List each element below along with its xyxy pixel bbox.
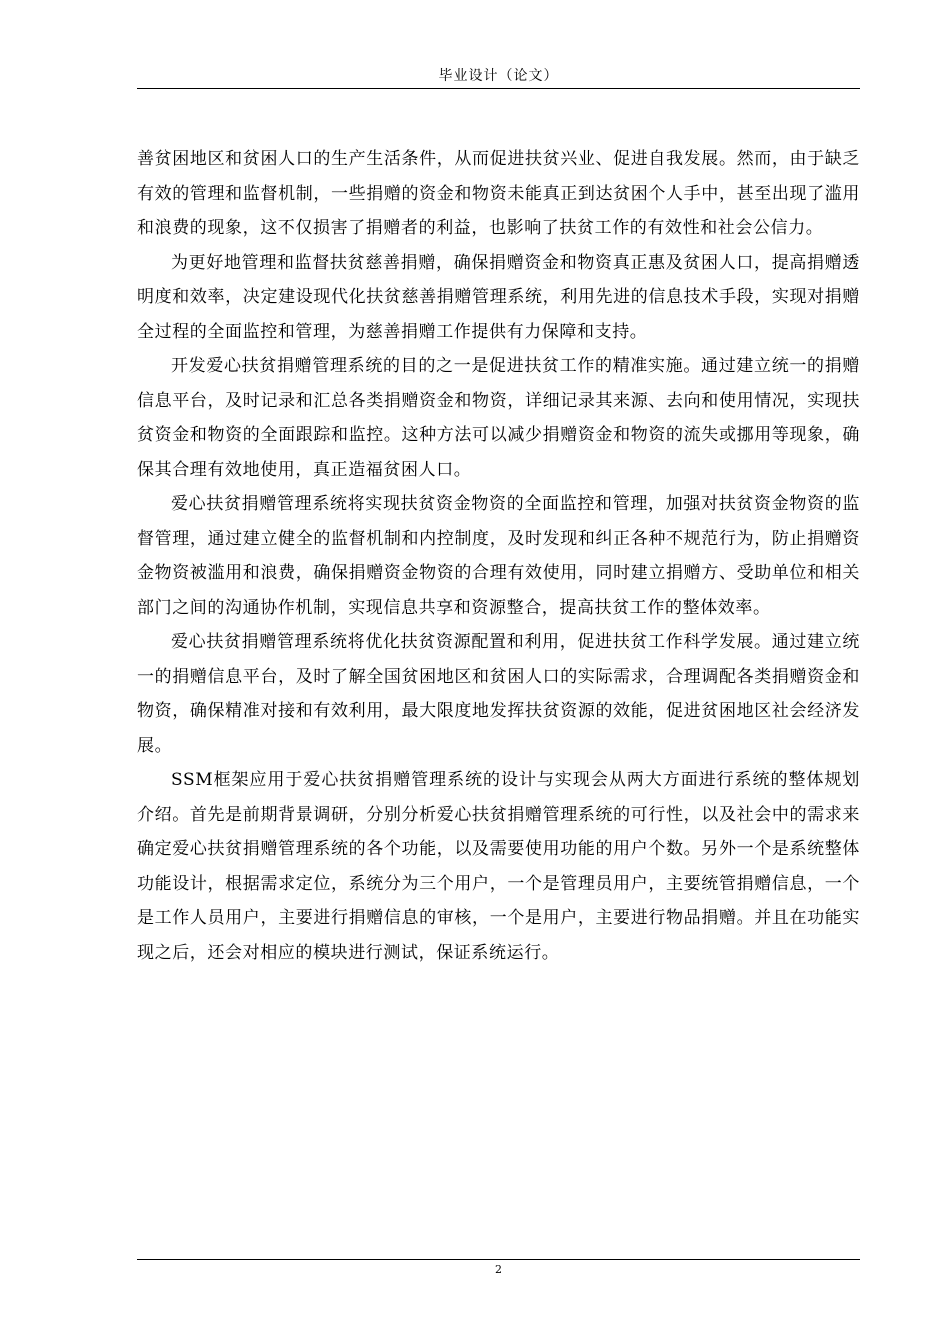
header-title: 毕业设计（论文）: [438, 68, 559, 84]
paragraph-monitoring: 爱心扶贫捐赠管理系统将实现扶贫资金物资的全面监控和管理，加强对扶贫资金物资的监督管理，通过建立健全的监督机制和内控制度，及时发现和纠正各种不规范行为，防止捐赠资金物资被滥用和浪费，确保捐赠资金物资的合理有效使用，同时建立捐赠方、受助单位和相关部门之间的沟通协作机制，实现信息共享和资源整合，提高扶贫工作的整体效率。: [137, 494, 860, 618]
footer-divider: [137, 1259, 860, 1260]
paragraph-precision: 开发爱心扶贫捐赠管理系统的目的之一是促进扶贫工作的精准实施。通过建立统一的捐赠信息平台，及时记录和汇总各类捐赠资金和物资，详细记录其来源、去向和使用情况，实现扶贫资金和物资的全面跟踪和监控。这种方法可以减少捐赠资金和物资的流失或挪用等现象，确保其合理有效地使用，真正造福贫困人口。: [137, 356, 860, 480]
body-text: [137, 142, 860, 970]
paragraph-ssm-overview: SSM框架应用于爱心扶贫捐赠管理系统的设计与实现会从两大方面进行系统的整体规划介绍。首先是前期背景调研，分别分析爱心扶贫捐赠管理系统的可行性，以及社会中的需求来确定爱心扶贫捐赠管理系统的各个功能，以及需要使用功能的用户个数。另外一个是系统整体功能设计，根据需求定位，系统分为三个用户，一个是管理员用户，主要统管捐赠信息，一个是工作人员用户，主要进行捐赠信息的审核，一个是用户，主要进行物品捐赠。并且在功能实现之后，还会对相应的模块进行测试，保证系统运行。: [137, 770, 860, 963]
page-number: 2: [495, 1263, 502, 1276]
paragraph-resource-allocation: 爱心扶贫捐赠管理系统将优化扶贫资源配置和利用，促进扶贫工作科学发展。通过建立统一的捐赠信息平台，及时了解全国贫困地区和贫困人口的实际需求，合理调配各类捐赠资金和物资，确保精准对接和有效利用，最大限度地发挥扶贫资源的效能，促进贫困地区社会经济发展。: [137, 632, 860, 756]
paragraph-purpose: 为更好地管理和监督扶贫慈善捐赠，确保捐赠资金和物资真正惠及贫困人口，提高捐赠透明度和效率，决定建设现代化扶贫慈善捐赠管理系统，利用先进的信息技术手段，实现对捐赠全过程的全面监控和管理，为慈善捐赠工作提供有力保障和支持。: [137, 252, 860, 342]
paragraph-continuation: 善贫困地区和贫困人口的生产生活条件，从而促进扶贫兴业、促进自我发展。然而，由于缺乏有效的管理和监督机制，一些捐赠的资金和物资未能真正到达贫困个人手中，甚至出现了滥用和浪费的现象，这不仅损害了捐赠者的利益，也影响了扶贫工作的有效性和社会公信力。: [137, 149, 860, 238]
header-divider: [137, 88, 860, 89]
